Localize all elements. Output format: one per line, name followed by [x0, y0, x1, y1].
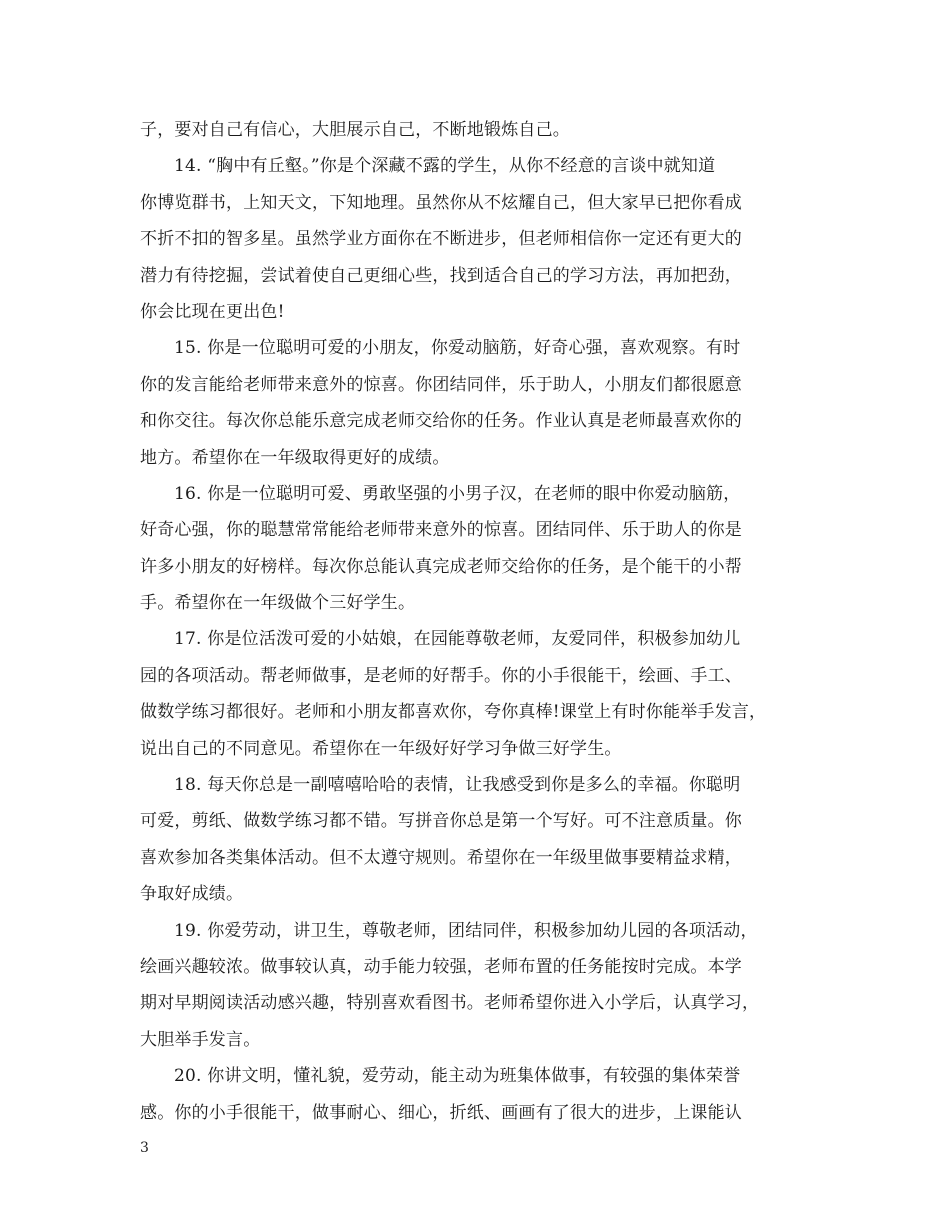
text-line: 期对早期阅读活动感兴趣，特别喜欢看图书。老师希望你进入小学后，认真学习，	[140, 993, 760, 1014]
text-line: 17. 你是位活泼可爱的小姑娘，在园能尊敬老师，友爱同伴，积极参加幼儿	[174, 629, 741, 650]
text-line: 14. “胸中有丘壑。”你是个深藏不露的学生，从你不经意的言谈中就知道	[174, 156, 716, 177]
text-line: 和你交往。每次你总能乐意完成老师交给你的任务。作业认真是老师最喜欢你的	[140, 411, 742, 432]
text-line: 可爱，剪纸、做数学练习都不错。写拼音你总是第一个写好。可不注意质量。你	[140, 811, 742, 832]
text-line: 不折不扣的智多星。虽然学业方面你在不断进步，但老师相信你一定还有更大的	[140, 229, 742, 250]
text-line: 大胆举手发言。	[140, 1029, 261, 1050]
text-line: 许多小朋友的好榜样。每次你总能认真完成老师交给你的任务，是个能干的小帮	[140, 556, 742, 577]
text-line: 好奇心强，你的聪慧常常能给老师带来意外的惊喜。团结同伴、乐于助人的你是	[140, 520, 742, 541]
text-line: 你的发言能给老师带来意外的惊喜。你团结同伴，乐于助人，小朋友们都很愿意	[140, 374, 742, 395]
text-line: 绘画兴趣较浓。做事较认真，动手能力较强，老师布置的任务能按时完成。本学	[140, 956, 742, 977]
text-line: 园的各项活动。帮老师做事，是老师的好帮手。你的小手很能干，绘画、手工、	[140, 665, 742, 686]
text-line: 你会比现在更出色!	[140, 301, 285, 322]
text-line: 潜力有待挖掘，尝试着使自己更细心些，找到适合自己的学习方法，再加把劲，	[140, 265, 742, 286]
text-line: 你博览群书，上知天文，下知地理。虽然你从不炫耀自己，但大家早已把你看成	[140, 192, 742, 213]
text-line: 手。希望你在一年级做个三好学生。	[140, 593, 416, 614]
text-line: 喜欢参加各类集体活动。但不太遵守规则。希望你在一年级里做事要精益求精，	[140, 847, 742, 868]
text-line: 感。你的小手很能干，做事耐心、细心，折纸、画画有了很大的进步，上课能认	[140, 1102, 742, 1123]
text-line: 20. 你讲文明，懂礼貌，爱劳动，能主动为班集体做事，有较强的集体荣誉	[174, 1066, 741, 1087]
text-line: 16. 你是一位聪明可爱、勇敢坚强的小男子汉，在老师的眼中你爱动脑筋，	[174, 483, 741, 504]
document-body	[140, 112, 820, 1131]
text-line: 19. 你爱劳动，讲卫生，尊敬老师，团结同伴，积极参加幼儿园的各项活动，	[174, 920, 758, 941]
text-line: 说出自己的不同意见。希望你在一年级好好学习争做三好学生。	[140, 738, 622, 759]
text-line: 地方。希望你在一年级取得更好的成绩。	[140, 447, 450, 468]
page-number: 3	[140, 1140, 149, 1156]
text-line: 15. 你是一位聪明可爱的小朋友，你爱动脑筋，好奇心强，喜欢观察。有时	[174, 338, 741, 359]
text-line: 18. 每天你总是一副嘻嘻哈哈的表情，让我感受到你是多么的幸福。你聪明	[174, 775, 741, 796]
text-line: 做数学练习都很好。老师和小朋友都喜欢你，夸你真棒!课堂上有时你能举手发言，	[140, 702, 767, 723]
text-line: 子，要对自己有信心，大胆展示自己，不断地锻炼自己。	[140, 120, 570, 140]
text-line: 争取好成绩。	[140, 884, 244, 905]
